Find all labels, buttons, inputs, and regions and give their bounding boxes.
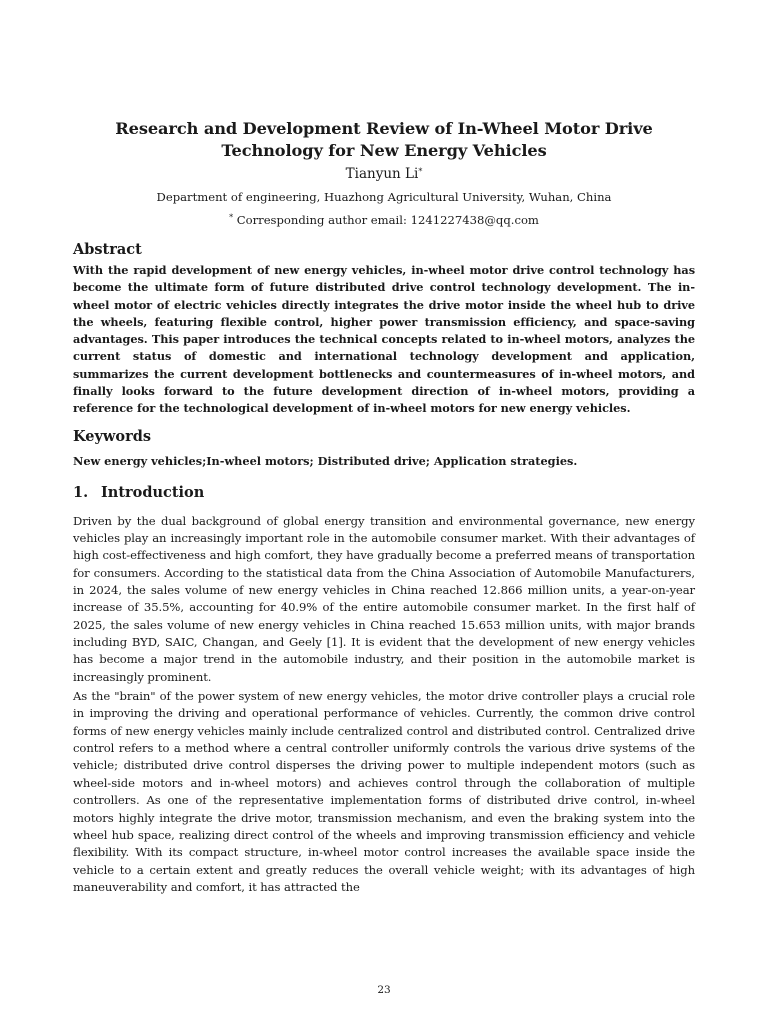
author-line (73, 165, 695, 183)
intro-paragraph-2: As the "brain" of the power system of new energy vehicles, the motor drive controller plays a crucial role in improving the driving and operational performance of vehicles. Currently, the common drive control forms of new energy vehicles mainly include centralized control and distributed control. Centralized drive control refers to a method where a central controller uniformly controls the various drive systems of the vehicle; distributed drive control disperses the driving power to multiple independent motors (such as wheel-side motors and in-wheel motors) and achieves control through the collaboration of multiple controllers. As one of the representative implementation forms of distributed drive control, in-wheel motors highly integrate the drive motor, transmission mechanism, and even the braking system into the wheel hub space, realizing direct control of the wheels and improving transmission efficiency and vehicle flexibility. With its compact structure, in-wheel motor control increases the available space inside the vehicle to a certain extent and greatly reduces the overall vehicle weight; with its advantages of high maneuverability and comfort, it has attracted the (73, 689, 695, 894)
corresponding-email: Corresponding author email: 1241227438@qq.com (233, 213, 539, 227)
paper-title: Research and Development Review of In-Wheel Motor Drive Technology for New Energy Vehicles (115, 119, 653, 160)
email-mark: * (229, 213, 234, 222)
abstract-text: With the rapid development of new energy vehicles, in-wheel motor drive control technology has become the ultimate form of future distributed drive control technology development. The in-wheel motor of electric vehicles directly integrates the drive motor inside the wheel hub to drive the wheels, featuring flexible control, higher power transmission efficiency, and space-saving advantages. This paper introduces the technical concepts related to in-wheel motors, analyzes the current status of domestic and international technology development and application, summarizes the current development bottlenecks and countermeasures of in-wheel motors, and finally looks forward to the future development direction of in-wheel motors, providing a reference for the technological development of in-wheel motors for new energy vehicles. (73, 263, 695, 416)
paper-page (73, 118, 695, 896)
page-number: 23 (377, 984, 391, 996)
author-name: Tianyun Li (345, 166, 419, 182)
introduction-heading (73, 483, 695, 503)
affiliation: Department of engineering, Huazhong Agricultural University, Wuhan, China (156, 190, 612, 204)
abstract-heading: Abstract (73, 241, 142, 258)
keywords-text: New energy vehicles;In-wheel motors; Distributed drive; Application strategies. (73, 453, 578, 468)
keywords-heading: Keywords (73, 427, 152, 445)
intro-paragraph-1: Driven by the dual background of global energy transition and environmental governance, new energy vehicles play an increasingly important role in the automobile consumer market. With their advantages of high cost-effectiveness and high comfort, they have gradually become a preferred means of transportation for consumers. According to the statistical data from the China Association of Automobile Manufacturers, in 2024, the sales volume of new energy vehicles in China reached 12.866 million units, a year-on-year increase of 35.5%, accounting for 40.9% of the entire automobile consumer market. In the first half of 2025, the sales volume of new energy vehicles in China reached 15.653 million units, with major brands including BYD, SAIC, Changan, and Geely [1]. It is evident that the development of new energy vehicles has become a major trend in the automobile industry, and their position in the automobile market is increasingly prominent. (73, 513, 695, 684)
section-title: Introduction (101, 483, 205, 501)
corresponding-email-line (73, 212, 695, 228)
section-number: 1. (73, 483, 89, 501)
author-mark: * (418, 167, 423, 176)
